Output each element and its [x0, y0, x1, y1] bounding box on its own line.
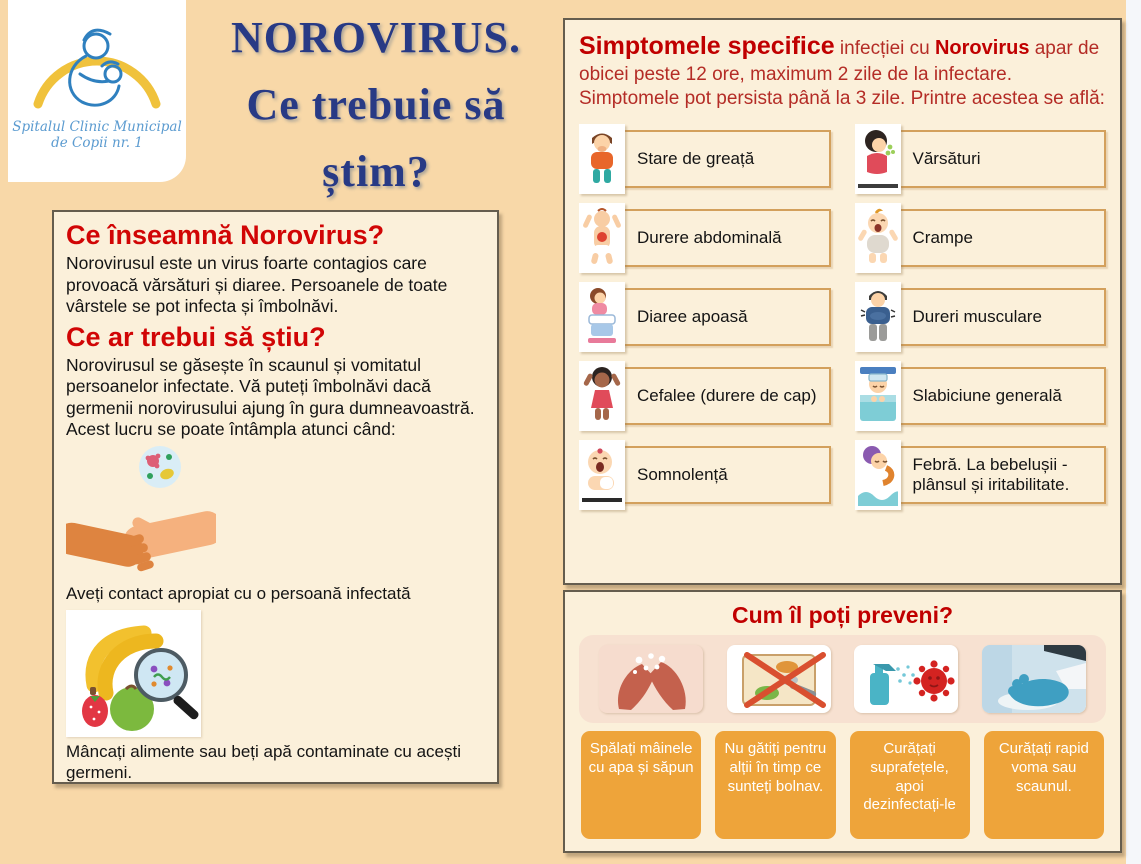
what-is-norovirus-panel	[52, 210, 499, 784]
left-heading-2: Ce ar trebui să știu?	[66, 321, 326, 352]
left-para-1: Norovirusul este un virus foarte contagios care provoacă vărsături și diaree. Persoanele de toate vârstele se pot infecta și îmbolnăvi.	[66, 253, 448, 317]
mother-baby-logo-icon	[16, 8, 178, 125]
symptoms-intro: Simptomele specifice infecției cu Norovirus apar de obicei peste 12 ore, maximum 2 zile de la infectare. Simptomele pot persista până la 3 zile. Printre acestea se află:	[579, 32, 1105, 110]
prevention-caption: Curățați suprafețele, apoi dezinfectați-le	[850, 731, 970, 839]
symptom-label: Diaree apoasă	[591, 288, 831, 346]
cramps-baby-icon	[855, 203, 901, 273]
symptom-label: Durere abdominală	[591, 209, 831, 267]
hospital-logo	[8, 0, 186, 182]
symptom-label: Slabiciune generală	[867, 367, 1107, 425]
symptom-label: Vărsături	[867, 130, 1107, 188]
page-edge-strip	[1126, 0, 1141, 864]
symptom-label: Crampe	[867, 209, 1107, 267]
left-heading-1: Ce înseamnă Norovirus?	[66, 220, 385, 250]
symptom-item	[579, 282, 831, 352]
watery-diarrhea-icon	[579, 282, 625, 352]
prevention-images-strip	[579, 635, 1106, 723]
wash-hands-icon	[599, 645, 703, 713]
clean-vomit-icon	[982, 645, 1086, 713]
symptom-item	[579, 361, 831, 431]
general-weakness-icon	[855, 361, 901, 431]
hospital-name: Spitalul Clinic Municipal de Copii nr. 1	[12, 119, 182, 152]
handshake-icon	[66, 494, 485, 579]
symptom-label: Dureri musculare	[867, 288, 1107, 346]
nausea-child-icon	[579, 124, 625, 194]
drowsy-baby-icon	[579, 440, 625, 510]
germs-icon	[138, 445, 485, 494]
prevention-caption: Curățați rapid voma sau scaunul.	[984, 731, 1104, 839]
symptom-item	[855, 203, 1107, 273]
symptom-item	[855, 361, 1107, 431]
poster-title: NOROVIRUS. Ce trebuie să știm?	[231, 13, 521, 196]
disinfect-surfaces-icon	[854, 645, 958, 713]
contact-caption: Aveți contact apropiat cu o persoană infectată	[66, 583, 411, 603]
prevention-caption: Nu gătiți pentru alții în timp ce sunteți bolnav.	[715, 731, 835, 839]
left-para-2: Norovirusul se găsește în scaunul și vomitatul persoanelor infectate. Vă puteți îmbolnăvi dacă germenii norovirusului ajung în gura dumneavoastră. Acest lucru se poate întâmpla atunci când:	[66, 354, 475, 440]
prevention-panel	[563, 590, 1122, 853]
symptom-item	[855, 440, 1107, 510]
prevention-caption: Spălați mâinele cu apa și săpun	[581, 731, 701, 839]
prevention-captions	[565, 731, 1120, 839]
symptom-item	[855, 282, 1107, 352]
vomiting-child-icon	[855, 124, 901, 194]
contaminated-food-icon	[66, 610, 201, 737]
fever-child-icon	[855, 440, 901, 510]
symptom-label: Febră. La bebelușii - plânsul și iritabilitate.	[867, 446, 1107, 504]
symptoms-panel	[563, 18, 1122, 585]
muscle-pain-icon	[855, 282, 901, 352]
prevention-title: Cum îl poți preveni?	[731, 602, 954, 628]
food-caption: Mâncați alimente sau beți apă contaminate cu acești germeni.	[66, 741, 462, 783]
symptom-label: Cefalee (durere de cap)	[591, 367, 831, 425]
abdominal-pain-baby-icon	[579, 203, 625, 273]
headache-child-icon	[579, 361, 625, 431]
symptoms-grid	[579, 124, 1106, 510]
symptom-item	[579, 124, 831, 194]
symptom-item	[855, 124, 1107, 194]
symptom-item	[579, 203, 831, 273]
no-cooking-icon	[727, 645, 831, 713]
symptom-label: Stare de greață	[591, 130, 831, 188]
symptom-item	[579, 440, 831, 510]
symptom-label: Somnolență	[591, 446, 831, 504]
